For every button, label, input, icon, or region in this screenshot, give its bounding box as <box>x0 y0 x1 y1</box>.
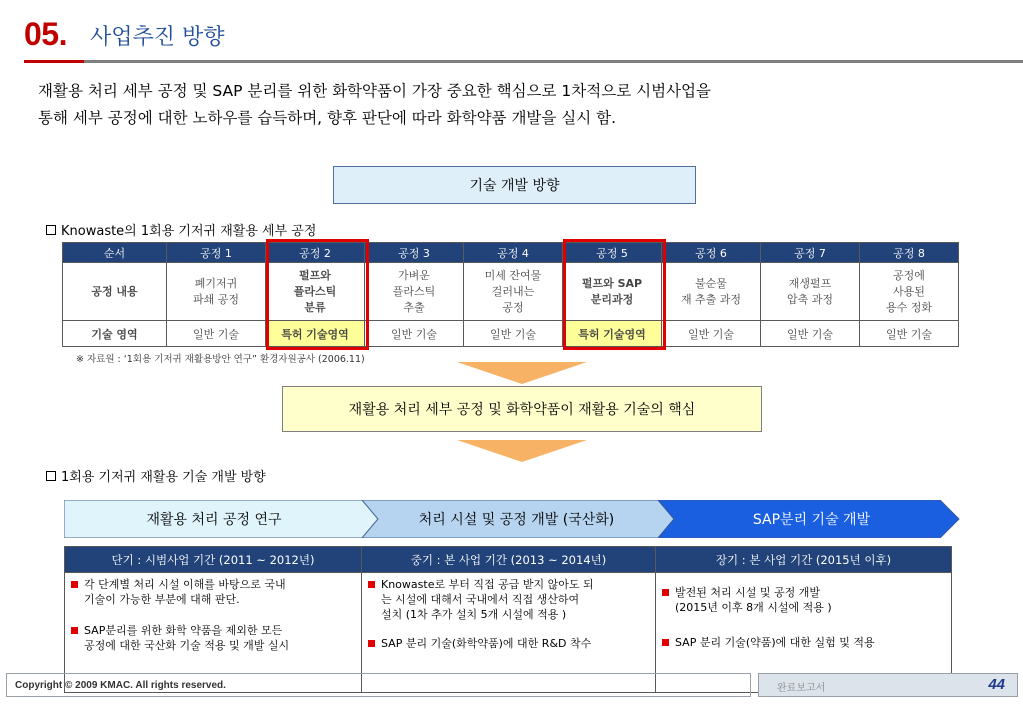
bullet-item <box>662 635 945 650</box>
section1-heading <box>46 220 316 239</box>
cell-line: 공정에 <box>893 268 925 282</box>
cell-line: 플라스틱 <box>293 284 337 298</box>
header-cell: 순서 <box>63 243 167 263</box>
phase-header-short: 단기 : 시범사업 기간 (2011 ~ 2012년) <box>65 547 362 573</box>
header-cell: 공정 6 <box>662 243 761 263</box>
bullet-line: SAP 분리 기술(화학약품)에 대한 R&D 착수 <box>381 637 592 650</box>
content-cell <box>662 263 761 321</box>
section2-title: 1회용 기저귀 재활용 기술 개발 방향 <box>61 470 266 485</box>
intro-paragraph <box>38 78 998 132</box>
bullet-item <box>368 636 649 651</box>
content-cell <box>167 263 266 321</box>
red-bullet-icon <box>662 639 669 646</box>
intro-line: 통해 세부 공정에 대한 노하우를 습득하며, 향후 판단에 따라 화학약품 개발을 실시 함. <box>38 109 617 127</box>
bullet-line: SAP분리를 위한 화학 약품을 제외한 모든 <box>84 624 283 637</box>
process-area-row <box>63 321 959 347</box>
intro-line: 재활용 처리 세부 공정 및 SAP 분리를 위한 화학약품이 가장 중요한 핵심으로 1차적으로 시범사업을 <box>38 82 711 100</box>
content-cell <box>365 263 464 321</box>
cell-line: 불순물 <box>695 276 727 290</box>
bullet-line: 기술이 가능한 부분에 대해 판단. <box>84 593 240 606</box>
red-bullet-icon <box>71 581 78 588</box>
content-cell <box>464 263 563 321</box>
area-cell: 일반 기술 <box>860 321 959 347</box>
content-cell <box>761 263 860 321</box>
bullet-item <box>71 577 355 607</box>
header-cell: 공정 2 <box>266 243 365 263</box>
cell-line: 공정 <box>502 300 524 314</box>
bullet-line: SAP 분리 기술(약품)에 대한 실험 및 적용 <box>675 636 875 649</box>
checkbox-square-icon <box>46 225 56 235</box>
bullet-line: (2015년 이후 8개 시설에 적용 ) <box>675 601 832 614</box>
header-cell: 공정 7 <box>761 243 860 263</box>
page-title: 사업추진 방향 <box>90 25 225 50</box>
red-bullet-icon <box>368 640 375 647</box>
area-cell: 일반 기술 <box>662 321 761 347</box>
phase-table <box>64 546 952 693</box>
header-divider <box>24 60 1023 63</box>
process-header-row <box>63 243 959 263</box>
development-flow <box>64 500 960 538</box>
area-cell-patent: 특허 기술영역 <box>563 321 662 347</box>
down-arrow-icon <box>457 440 587 462</box>
section1-title: Knowaste의 1회용 기저귀 재활용 세부 공정 <box>61 224 317 239</box>
header-cell: 공정 8 <box>860 243 959 263</box>
cell-line: 재 추출 과정 <box>680 292 742 306</box>
cell-line: 파쇄 공정 <box>192 292 239 306</box>
header-cell: 공정 4 <box>464 243 563 263</box>
report-label: 완료보고서 <box>777 683 826 694</box>
content-cell <box>860 263 959 321</box>
bullet-line: 설치 (1차 추가 설치 5개 시설에 적용 ) <box>381 608 567 621</box>
bullet-line: 공정에 대한 국산화 기술 적용 및 개발 실시 <box>84 639 290 652</box>
phase-header-long: 장기 : 본 사업 기간 (2015년 이후) <box>656 547 952 573</box>
cell-line: 폐기저귀 <box>194 276 238 290</box>
bullet-line: 는 시설에 대해서 국내에서 직접 생산하여 <box>381 593 580 606</box>
direction-box: 기술 개발 방향 <box>333 166 696 204</box>
area-cell: 일반 기술 <box>761 321 860 347</box>
page-number: 44 <box>988 676 1005 693</box>
bullet-item <box>71 623 355 653</box>
checkbox-square-icon <box>46 471 56 481</box>
process-content-row <box>63 263 959 321</box>
row-label: 공정 내용 <box>63 263 167 321</box>
source-note: ※ 자료원 : ‘1회용 기저귀 재활용방안 연구” 환경자원공사 (2006.11) <box>76 354 365 365</box>
cell-line: 압축 과정 <box>786 292 833 306</box>
cell-line: 가벼운 <box>398 268 430 282</box>
bullet-line: Knowaste로 부터 직접 공급 받지 않아도 되 <box>381 578 594 591</box>
area-cell: 일반 기술 <box>464 321 563 347</box>
red-bullet-icon <box>71 627 78 634</box>
cell-line: 분류 <box>304 300 326 314</box>
cell-line: 용수 정화 <box>885 300 932 314</box>
page-header <box>0 0 1023 62</box>
chevron-label-2: 처리 시설 및 공정 개발 (국산화) <box>418 512 615 528</box>
chevron-label-1: 재활용 처리 공정 연구 <box>146 512 282 528</box>
down-arrow-icon <box>457 362 587 384</box>
bullet-item <box>662 585 945 615</box>
section2-heading <box>46 466 266 485</box>
cell-line: 추출 <box>403 300 425 314</box>
red-bullet-icon <box>368 581 375 588</box>
cell-line: 펄프와 SAP <box>581 276 643 290</box>
section-number: 05. <box>24 16 67 52</box>
footer-info-panel <box>758 673 1018 697</box>
cell-line: 사용된 <box>893 284 925 298</box>
cell-line: 분리과정 <box>590 292 634 306</box>
phase-header-row <box>65 547 952 573</box>
header-divider-accent <box>24 60 84 63</box>
header-cell: 공정 5 <box>563 243 662 263</box>
header-cell: 공정 1 <box>167 243 266 263</box>
area-cell: 일반 기술 <box>365 321 464 347</box>
core-statement-box: 재활용 처리 세부 공정 및 화학약품이 재활용 기술의 핵심 <box>282 386 762 432</box>
phase-header-mid: 중기 : 본 사업 기간 (2013 ~ 2014년) <box>362 547 656 573</box>
process-table <box>62 242 959 347</box>
area-cell-patent: 특허 기술영역 <box>266 321 365 347</box>
cell-line: 미세 잔여물 <box>484 268 542 282</box>
red-bullet-icon <box>662 589 669 596</box>
bullet-item <box>368 577 649 622</box>
copyright-text: Copyright © 2009 KMAC. All rights reserved. <box>6 673 751 697</box>
highlight-frame-process-5 <box>563 239 666 350</box>
bullet-line: 발전된 처리 시설 및 공정 개발 <box>675 586 820 599</box>
area-cell: 일반 기술 <box>167 321 266 347</box>
row-label: 기술 영역 <box>63 321 167 347</box>
bullet-line: 각 단계별 처리 시설 이해를 바탕으로 국내 <box>84 578 286 591</box>
header-cell: 공정 3 <box>365 243 464 263</box>
cell-line: 재생펄프 <box>788 276 832 290</box>
cell-line: 플라스틱 <box>392 284 436 298</box>
highlight-frame-process-2 <box>266 239 369 350</box>
cell-line: 펄프와 <box>299 268 331 282</box>
chevron-label-3: SAP분리 기술 개발 <box>752 512 871 528</box>
cell-line: 걸러내는 <box>491 284 535 298</box>
page-footer <box>6 673 1018 699</box>
